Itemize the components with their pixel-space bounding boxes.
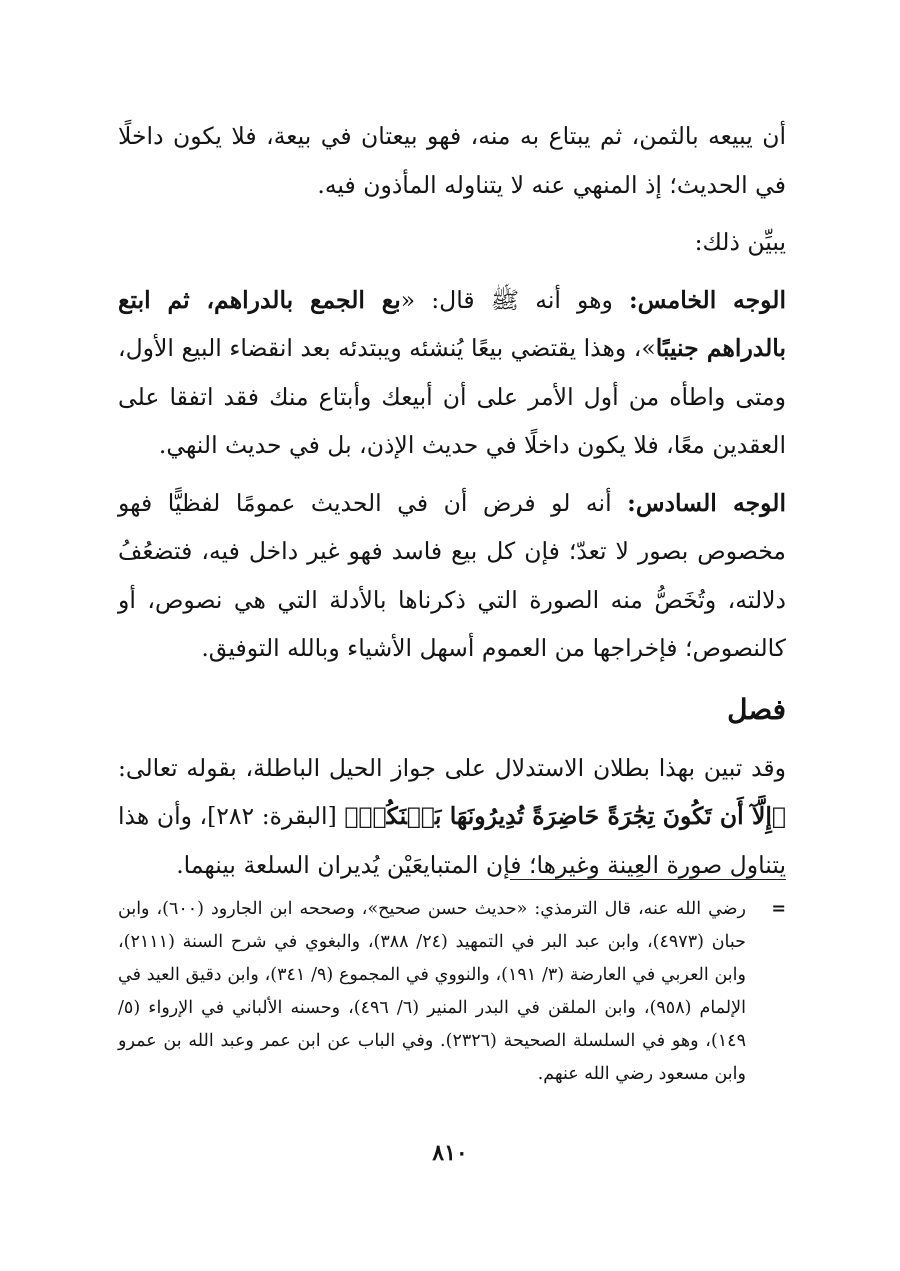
footnote-divider bbox=[510, 879, 786, 880]
footnote-continuation bbox=[118, 893, 786, 1091]
main-text bbox=[118, 112, 786, 898]
sixth-aspect-rest: أنه لو فرض أن في الحديث عمومًا لفظيًّا فهو مخصوص بصور لا تعدّ؛ فإن كل بيع فاسد فهو غير داخل فيه، فتضعُفُ دلالته، وتُخَصُّ منه الصورة التي ذكرناها بالأدلة التي هي نصوص، أو كالنصوص؛ فإخراجها من العموم أسهل الأشياء وبالله التوفيق. bbox=[118, 488, 786, 662]
paragraph-1: أن يبيعه بالثمن، ثم يبتاع به منه، فهو بيعتان في بيعة، فلا يكون داخلًا في الحديث؛ إذ المنهي عنه لا يتناوله المأذون فيه. bbox=[118, 122, 786, 199]
section-heading: فصل bbox=[727, 692, 786, 726]
footnotes bbox=[118, 893, 786, 1091]
sixth-aspect-label: الوجه السادس: bbox=[627, 488, 786, 517]
fifth-aspect-rest: »، وهذا يقتضي بيعًا يُنشئه ويبتدئه بعد انقضاء البيع الأول، ومتى واطأه من أول الأمر على أن أبيعك وأبتاع منك فقد اتفقا على العقدين معًا، فلا يكون داخلًا في حديث الإذن، بل في حديث النهي. bbox=[118, 334, 786, 459]
fifth-aspect-intro: وهو أنه ﷺ قال: « bbox=[400, 285, 629, 314]
fifth-aspect-label: الوجه الخامس: bbox=[628, 285, 786, 314]
section-text-after: ، وأن هذا يتناول صورة العِينة وغيرها؛ فإن المتبايعَيْن يُديران السلعة بينهما. bbox=[118, 802, 786, 879]
footnote-text: رضي الله عنه، قال الترمذي: «حديث حسن صحيح»، وصححه ابن الجارود (٦٠٠)، وابن حبان (٤٩٧٣)، وابن عبد البر في التمهيد (٢٤/ ٣٨٨)، والبغوي في شرح السنة (٢١١١)، وابن العربي في العارضة (٣/ ١٩١)، والنووي في المجموع (٩/ ٣٤١)، وابن دقيق العيد في الإلمام (٩٥٨)، وابن الملقن في البدر المنير (٦/ ٤٩٦)، وحسنه الألباني في الإرواء (٥/ ١٤٩)، وهو في السلسلة الصحيحة (٢٣٢٦). وفي الباب عن ابن عمر وعبد الله بن عمرو وابن مسعود رضي الله عنهم. bbox=[118, 899, 746, 1084]
paragraph-sixth-aspect bbox=[118, 479, 786, 673]
hadith-quote: بع الجمع بالدراهم، ثم ابتع بالدراهم جنيبًا bbox=[118, 285, 786, 362]
footnote-continuation-marker: = bbox=[771, 899, 786, 919]
paragraph-2: يبيِّن ذلك: bbox=[694, 228, 786, 256]
paragraph-section bbox=[118, 744, 786, 890]
verse-reference: [البقرة: ٢٨٢] bbox=[207, 802, 345, 830]
section-text-before: وقد تبين بهذا بطلان الاستدلال على جواز الحيل الباطلة، بقوله تعالى: bbox=[118, 753, 786, 782]
quran-verse: ﴿إِلَّآ أَن تَكُونَ تِجَٰرَةً حَاضِرَةً تُدِيرُونَهَا بَيۡنَكُمۡ﴾ bbox=[344, 802, 786, 830]
page-number: ٨١٠ bbox=[432, 1140, 468, 1166]
paragraph-fifth-aspect bbox=[118, 276, 786, 470]
